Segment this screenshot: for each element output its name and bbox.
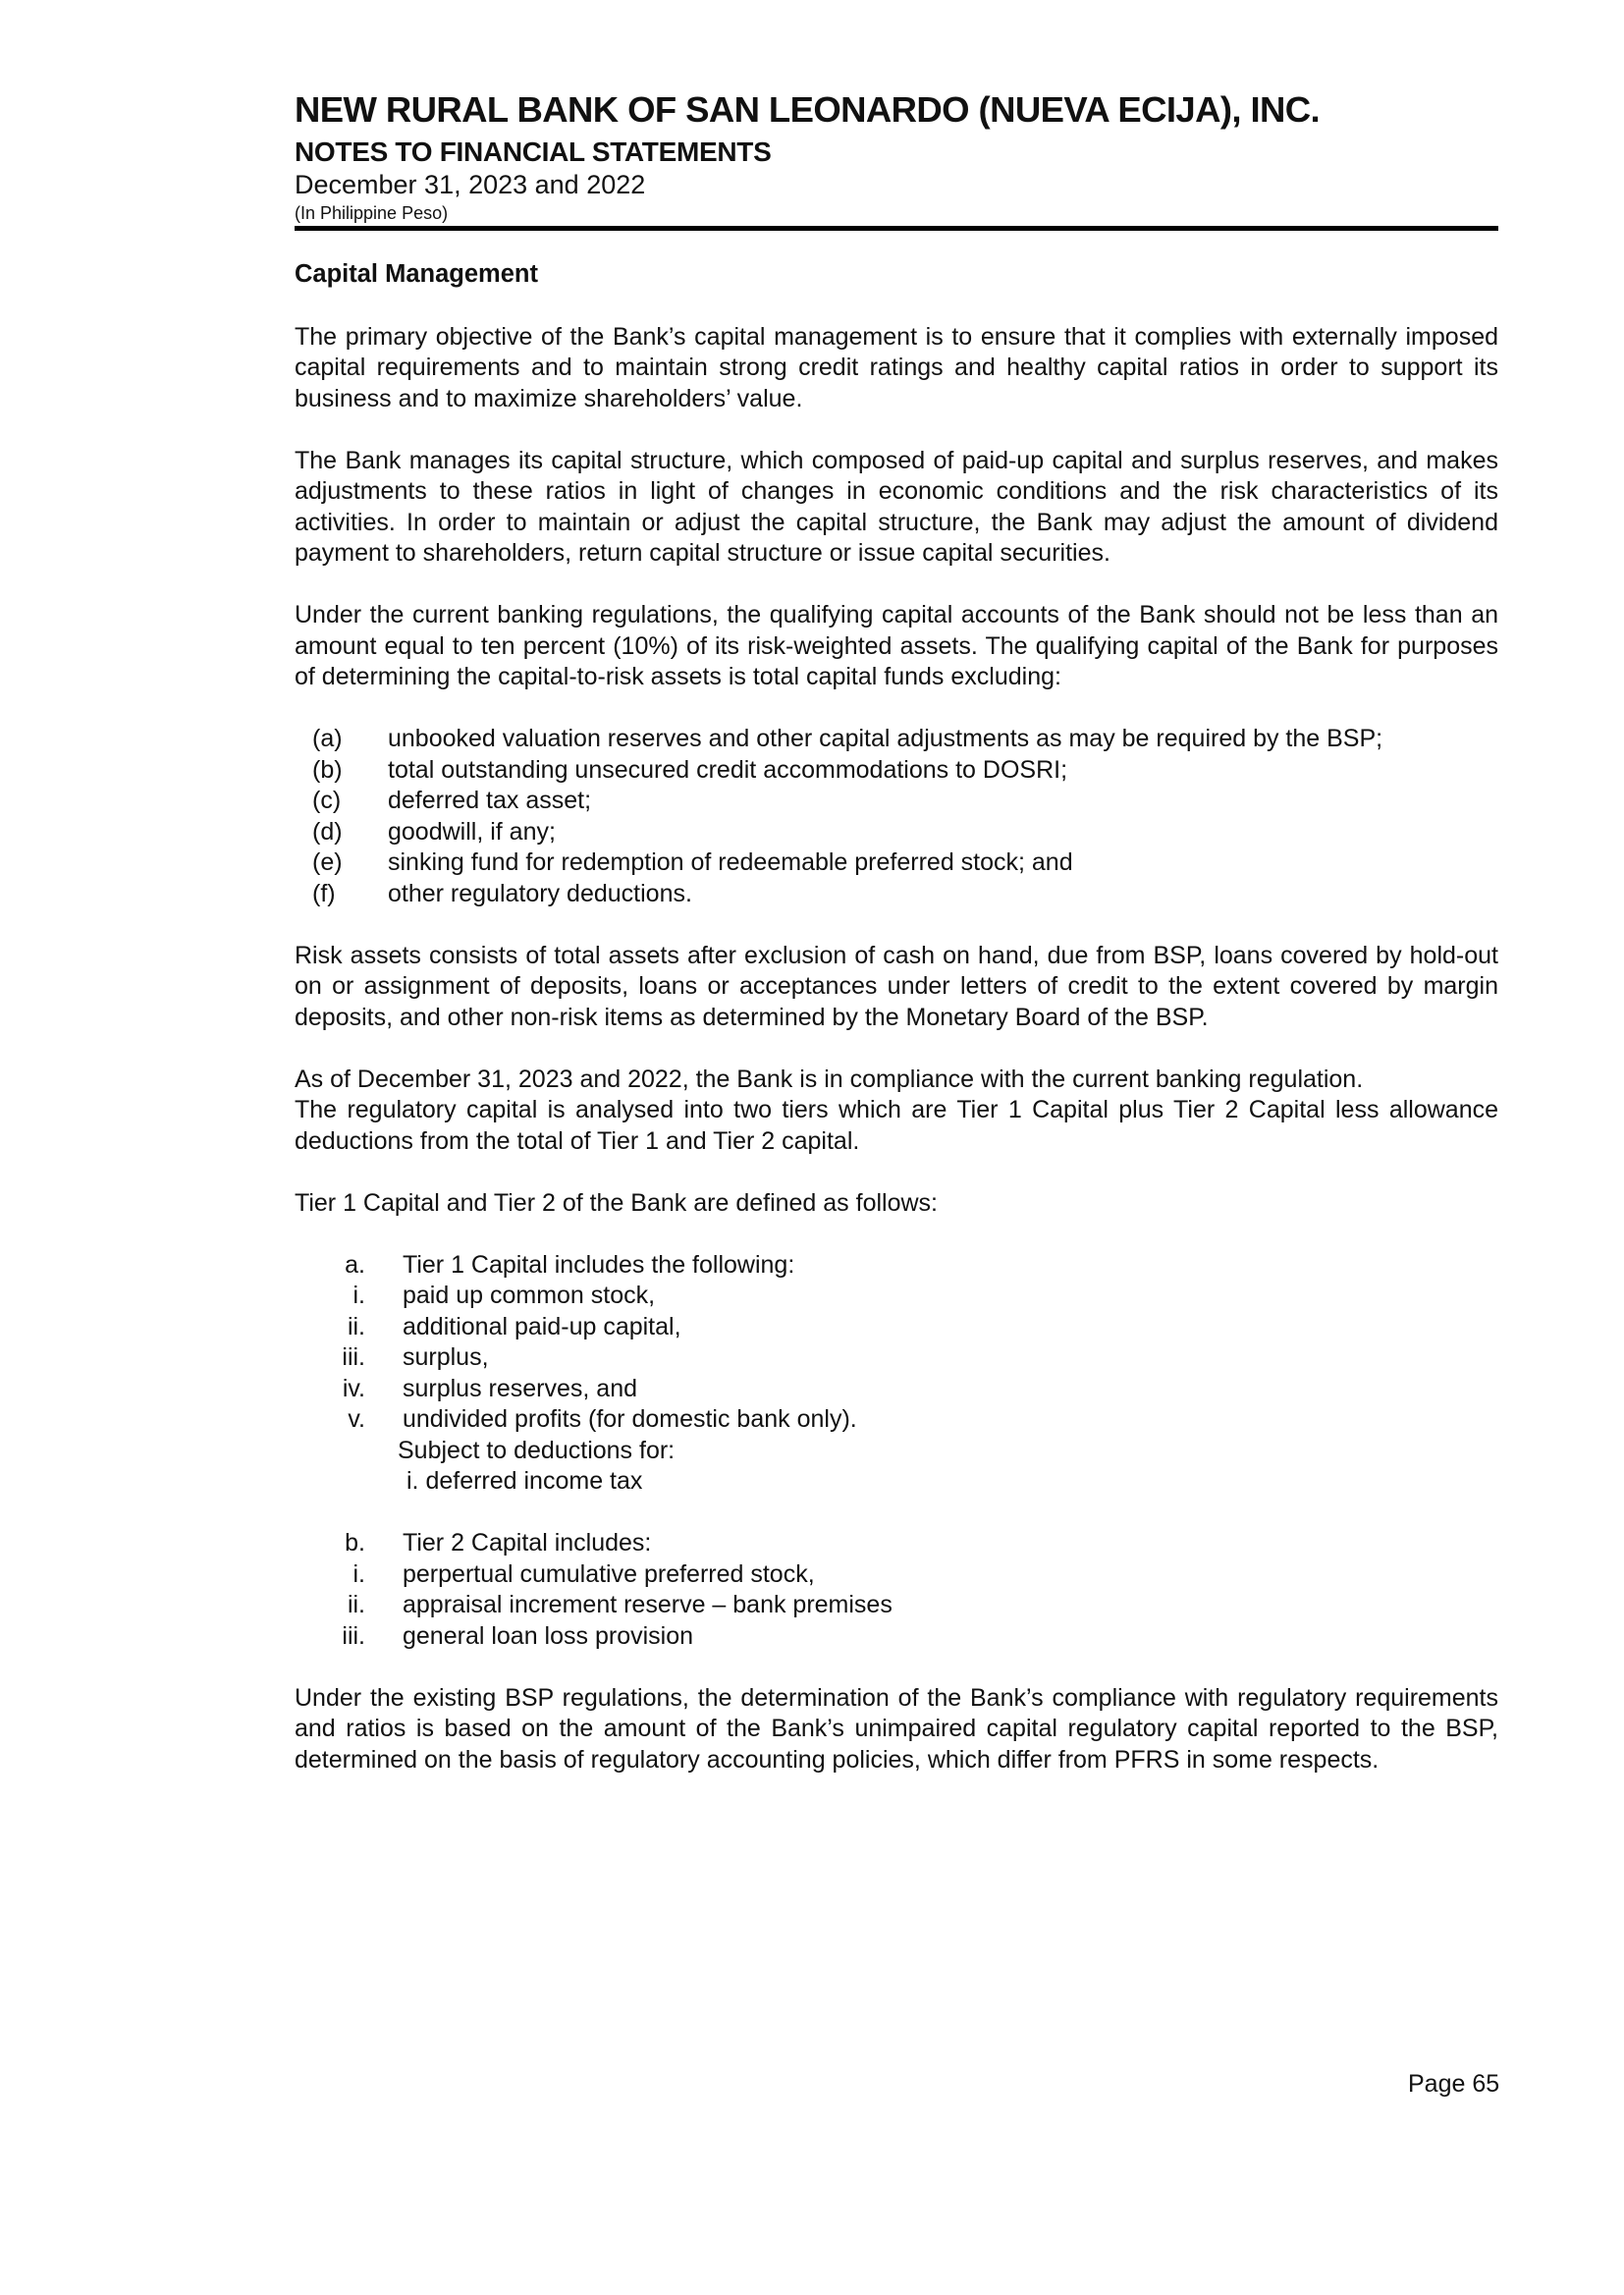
list-marker: iv. xyxy=(342,1374,365,1402)
list-item xyxy=(295,1374,1498,1405)
section-title: Capital Management xyxy=(295,260,538,288)
list-item xyxy=(295,1404,1498,1436)
list-marker: i. xyxy=(352,1282,365,1309)
section-body xyxy=(295,259,1498,1807)
tier1-list xyxy=(295,1250,1498,1498)
list-item xyxy=(295,879,1498,910)
list-text: additional paid-up capital, xyxy=(403,1312,681,1340)
paragraph-risk-assets: Risk assets consists of total assets after exclusion of cash on hand, due from BSP, loans covered by hold-out on or assignment of deposits, loans or acceptances under letters of credit to the extent covered by margin deposits, and other non-risk items as determined by the Monetary Board of the BSP. xyxy=(295,941,1498,1031)
list-text: perpertual cumulative preferred stock, xyxy=(403,1559,815,1588)
paragraph-capital-structure: The Bank manages its capital structure, which composed of paid-up capital and surplus reserves, and makes adjustments to these ratios in light of changes in economic conditions and the risk characteristics of its activities. In order to maintain or adjust the capital structure, the Bank may adjust the amount of dividend payment to shareholders, return capital structure or issue capital securities. xyxy=(295,446,1498,567)
deductions-label: Subject to deductions for: xyxy=(398,1436,676,1464)
paragraph-closing: Under the existing BSP regulations, the determination of the Bank’s compliance with regulatory requirements and ratios is based on the amount of the Bank’s unimpaired capital regulatory capital reported to the BSP, determined on the basis of regulatory accounting policies, which differ from PFRS in some respects. xyxy=(295,1683,1498,1774)
list-marker: (b) xyxy=(312,755,343,784)
list-text: unbooked valuation reserves and other capital adjustments as may be required by the BSP; xyxy=(388,725,1383,752)
tier2-heading xyxy=(295,1528,1498,1559)
list-marker: ii. xyxy=(347,1312,365,1340)
list-text: goodwill, if any; xyxy=(388,817,556,846)
document-title: NOTES TO FINANCIAL STATEMENTS xyxy=(295,137,772,167)
exclusions-list xyxy=(295,724,1498,909)
paragraph-tiers-intro: Tier 1 Capital and Tier 2 of the Bank are defined as follows: xyxy=(295,1188,938,1217)
page-number: Page 65 xyxy=(1408,2070,1500,2098)
list-item xyxy=(295,1281,1498,1312)
list-text: Tier 1 Capital includes the following: xyxy=(403,1250,795,1279)
list-item xyxy=(295,1342,1498,1374)
company-name: NEW RURAL BANK OF SAN LEONARDO (NUEVA ECIJA), INC. xyxy=(295,89,1321,130)
list-marker: ii. xyxy=(347,1591,365,1618)
list-text: appraisal increment reserve – bank premises xyxy=(403,1591,893,1618)
list-marker: iii. xyxy=(342,1343,365,1371)
paragraph-objective: The primary objective of the Bank’s capital management is to ensure that it complies with externally imposed capital requirements and to maintain strong credit ratings and healthy capital ratios in order to support its business and to maximize shareholders’ value. xyxy=(295,322,1498,412)
list-item xyxy=(295,847,1498,879)
list-marker: b. xyxy=(345,1529,365,1557)
list-text: total outstanding unsecured credit accommodations to DOSRI; xyxy=(388,755,1068,784)
list-marker: (c) xyxy=(312,787,342,814)
list-marker: v. xyxy=(348,1405,365,1433)
tier1-heading xyxy=(295,1250,1498,1282)
list-text: other regulatory deductions. xyxy=(388,879,692,907)
list-text: surplus reserves, and xyxy=(403,1374,638,1402)
currency-note: (In Philippine Peso) xyxy=(295,203,449,223)
list-item xyxy=(295,724,1498,755)
list-item xyxy=(295,817,1498,848)
header-rule xyxy=(295,226,1498,231)
list-marker: (a) xyxy=(312,725,343,752)
reporting-period: December 31, 2023 and 2022 xyxy=(295,170,646,199)
deduction-item: i. deferred income tax xyxy=(406,1467,643,1495)
list-text: undivided profits (for domestic bank only). xyxy=(403,1405,857,1433)
list-text: deferred tax asset; xyxy=(388,787,592,814)
list-text: sinking fund for redemption of redeemable preferred stock; and xyxy=(388,848,1073,876)
list-text: Tier 2 Capital includes: xyxy=(403,1529,652,1557)
spacer xyxy=(295,1498,1498,1529)
tier2-list xyxy=(295,1528,1498,1652)
list-item xyxy=(295,1621,1498,1653)
paragraph-compliance: As of December 31, 2023 and 2022, the Bank is in compliance with the current banking regulation. xyxy=(295,1065,1364,1093)
list-marker: iii. xyxy=(342,1621,365,1650)
paragraph-qualifying-capital: Under the current banking regulations, the qualifying capital accounts of the Bank should not be less than an amount equal to ten percent (10%) of its risk-weighted assets. The qualifying capital of the Bank for purposes of determining the capital-to-risk assets is total capital funds excluding: xyxy=(295,601,1498,690)
list-item xyxy=(295,1590,1498,1621)
list-marker: a. xyxy=(345,1250,365,1279)
list-item xyxy=(295,786,1498,817)
list-item xyxy=(295,1559,1498,1591)
paragraph-regulatory-tiers: The regulatory capital is analysed into two tiers which are Tier 1 Capital plus Tier 2 Capital less allowance deductions from the total of Tier 1 and Tier 2 capital. xyxy=(295,1096,1498,1155)
list-marker: (d) xyxy=(312,817,343,846)
list-marker: (e) xyxy=(312,848,343,876)
list-text: surplus, xyxy=(403,1343,489,1371)
list-marker: (f) xyxy=(312,879,336,907)
list-marker: i. xyxy=(352,1559,365,1588)
list-text: paid up common stock, xyxy=(403,1282,656,1309)
spacer xyxy=(295,1652,1498,1683)
list-item xyxy=(295,755,1498,787)
list-text: general loan loss provision xyxy=(403,1621,694,1650)
list-item xyxy=(295,1312,1498,1343)
